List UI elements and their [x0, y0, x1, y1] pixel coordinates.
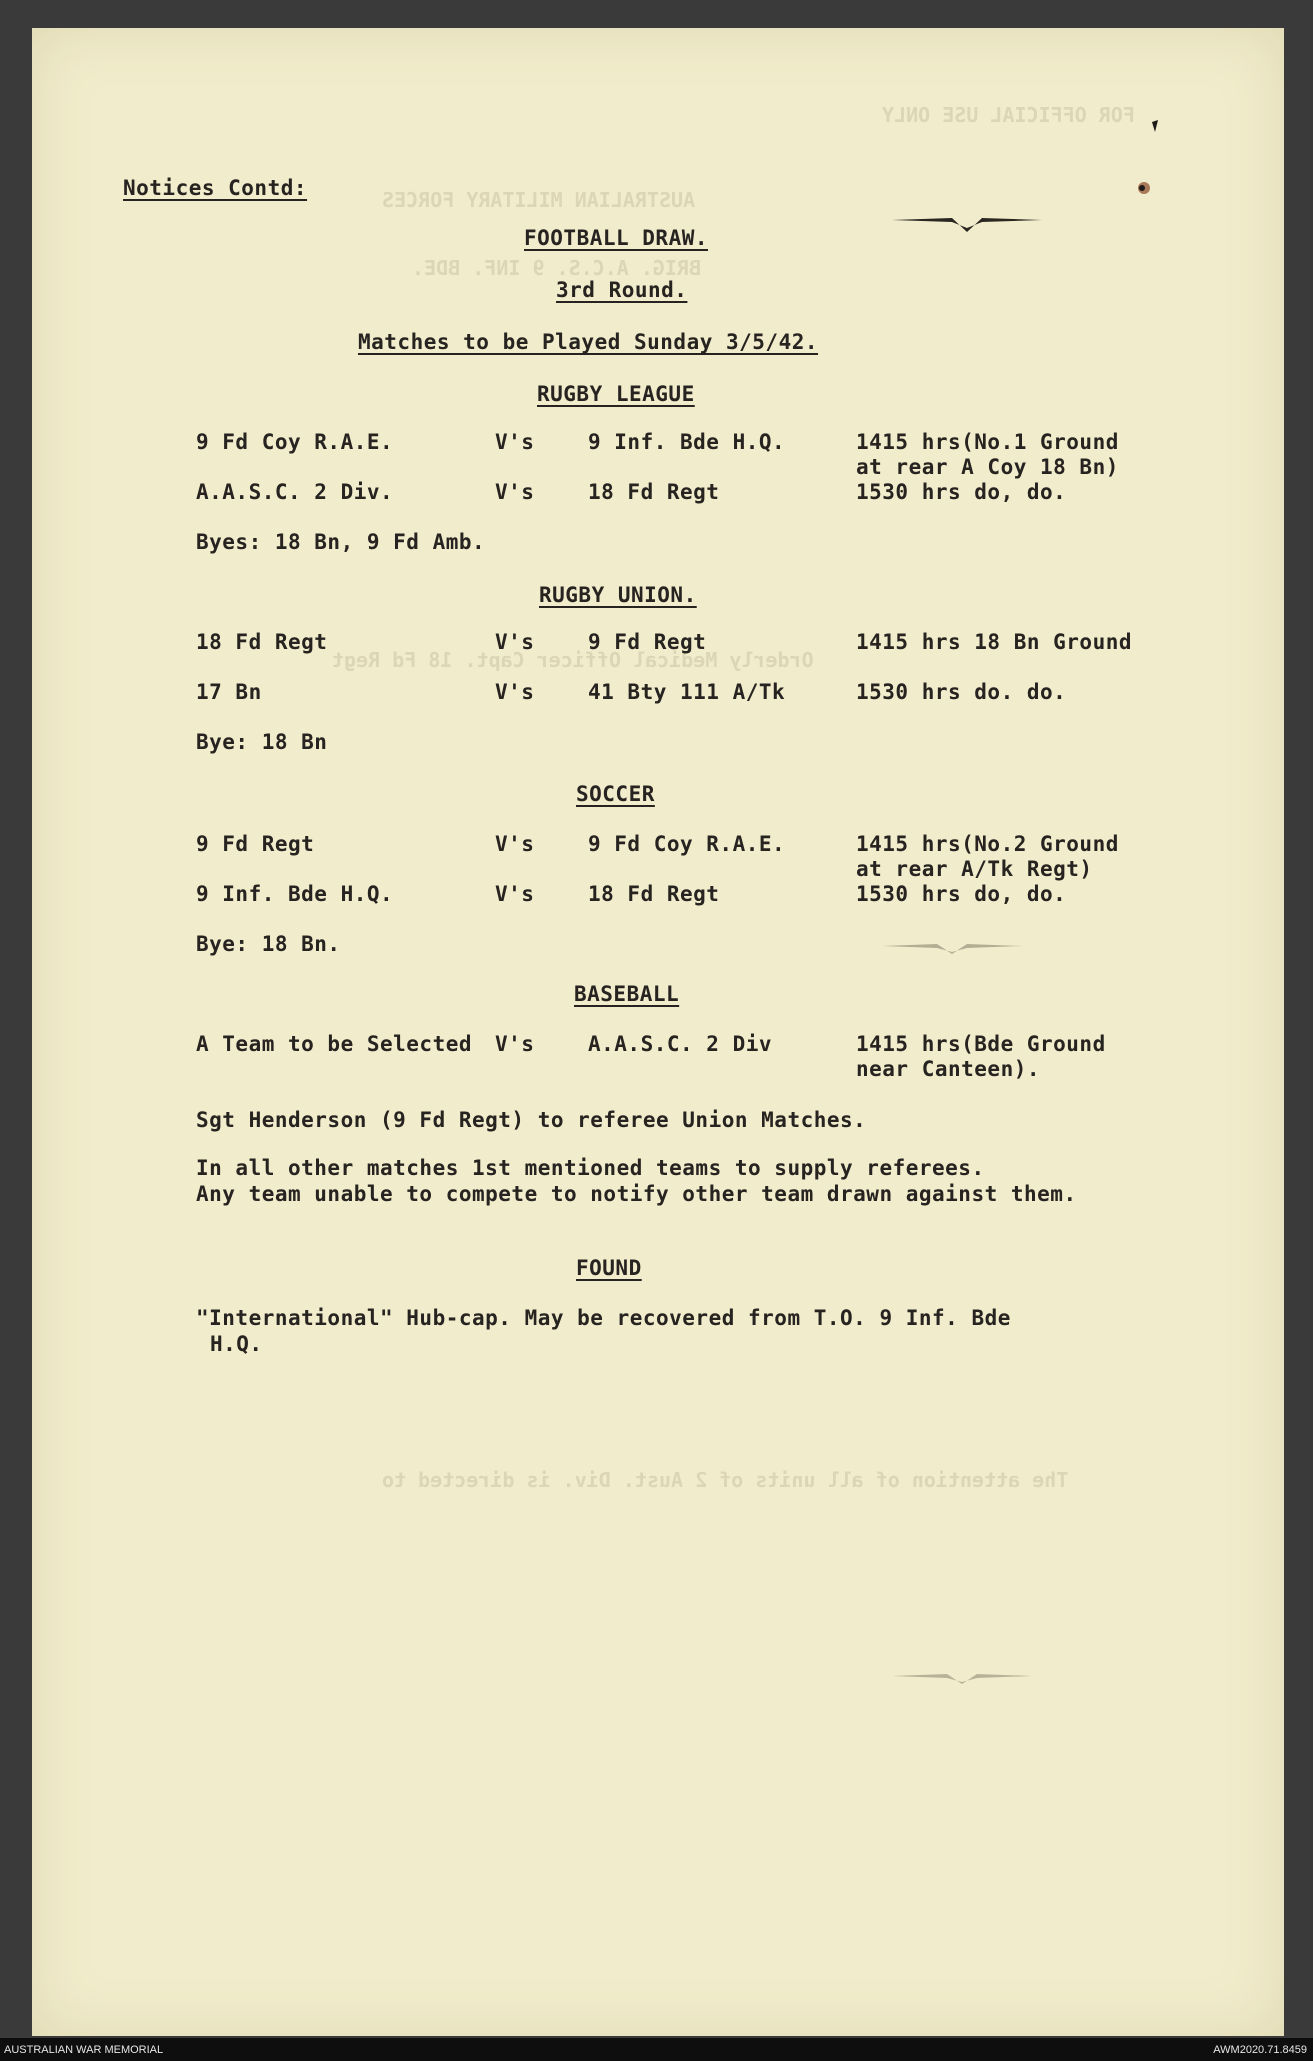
bleed-through-text: Orderly Medical Officer Capt. 18 Fd Regt — [332, 648, 814, 672]
versus: V's — [495, 630, 535, 654]
match-time: 1415 hrs(No.1 Ground — [856, 430, 1119, 454]
team1: A Team to be Selected — [196, 1032, 473, 1056]
archive-footer — [0, 2038, 1313, 2061]
bye-label: Bye: 18 Bn. — [196, 932, 341, 956]
football-draw-title: FOOTBALL DRAW. — [524, 226, 709, 250]
archive-name: AUSTRALIAN WAR MEMORIAL — [4, 2044, 164, 2056]
versus: V's — [495, 680, 535, 704]
bleed-through-text: The attention of all units of 2 Aust. Div. is directed to — [382, 1468, 1069, 1492]
team1: 17 Bn — [196, 680, 262, 704]
match-time: 1530 hrs do. do. — [856, 680, 1067, 704]
team2: 18 Fd Regt — [588, 882, 720, 906]
notify-note: Any team unable to compete to notify other team drawn against them. — [196, 1182, 1077, 1206]
document-page — [32, 28, 1284, 2036]
versus: V's — [495, 430, 535, 454]
team2: 18 Fd Regt — [588, 480, 720, 504]
versus: V's — [495, 480, 535, 504]
versus: V's — [495, 832, 535, 856]
referees-note: In all other matches 1st mentioned teams to supply referees. — [196, 1156, 985, 1180]
team2: A.A.S.C. 2 Div — [588, 1032, 773, 1056]
team1: 18 Fd Regt — [196, 630, 328, 654]
found-title: FOUND — [576, 1256, 642, 1280]
match-location: near Canteen). — [856, 1057, 1041, 1081]
bleed-through-text: FOR OFFICIAL USE ONLY — [882, 103, 1135, 127]
match-time: 1530 hrs do, do. — [856, 882, 1067, 906]
team1: 9 Fd Regt — [196, 832, 315, 856]
bye-label: Bye: 18 Bn — [196, 730, 328, 754]
notices-header: Notices Contd: — [123, 176, 308, 200]
byes-label: Byes: 18 Bn, 9 Fd Amb. — [196, 530, 486, 554]
ornament-mark — [882, 938, 1022, 956]
team1: 9 Inf. Bde H.Q. — [196, 882, 394, 906]
round-label: 3rd Round. — [556, 278, 688, 302]
team2: 9 Fd Coy R.A.E. — [588, 832, 786, 856]
soccer-title: SOCCER — [576, 782, 655, 806]
match-location: at rear A Coy 18 Bn) — [856, 455, 1119, 479]
bleed-through-text: BRIG. A.C.S. 9 INF. BDE. — [412, 256, 701, 280]
matches-date: Matches to be Played Sunday 3/5/42. — [358, 330, 819, 354]
match-time: 1530 hrs do, do. — [856, 480, 1067, 504]
bleed-through-text: AUSTRALIAN MILITARY FORCES — [382, 188, 696, 212]
rugby-league-title: RUGBY LEAGUE — [537, 382, 695, 406]
team2: 9 Inf. Bde H.Q. — [588, 430, 786, 454]
referee-note: Sgt Henderson (9 Fd Regt) to referee Union Matches. — [196, 1108, 867, 1132]
match-time: 1415 hrs(No.2 Ground — [856, 832, 1119, 856]
team1: 9 Fd Coy R.A.E. — [196, 430, 394, 454]
match-time: 1415 hrs(Bde Ground — [856, 1032, 1106, 1056]
found-notice: "International" Hub-cap. May be recovered from T.O. 9 Inf. Bde — [196, 1306, 1011, 1330]
team2: 9 Fd Regt — [588, 630, 707, 654]
team1: A.A.S.C. 2 Div. — [196, 480, 394, 504]
match-time: 1415 hrs 18 Bn Ground — [856, 630, 1133, 654]
ornament-mark — [892, 1668, 1032, 1686]
versus: V's — [495, 882, 535, 906]
found-notice-cont: H.Q. — [210, 1332, 263, 1356]
rugby-union-title: RUGBY UNION. — [539, 583, 697, 607]
archive-id: AWM2020.71.8459 — [1213, 2044, 1307, 2056]
baseball-title: BASEBALL — [574, 982, 680, 1006]
versus: V's — [495, 1032, 535, 1056]
team2: 41 Bty 111 A/Tk — [588, 680, 786, 704]
ornament-mark — [892, 210, 1042, 236]
match-location: at rear A/Tk Regt) — [856, 857, 1093, 881]
ink-stain — [1112, 118, 1172, 198]
